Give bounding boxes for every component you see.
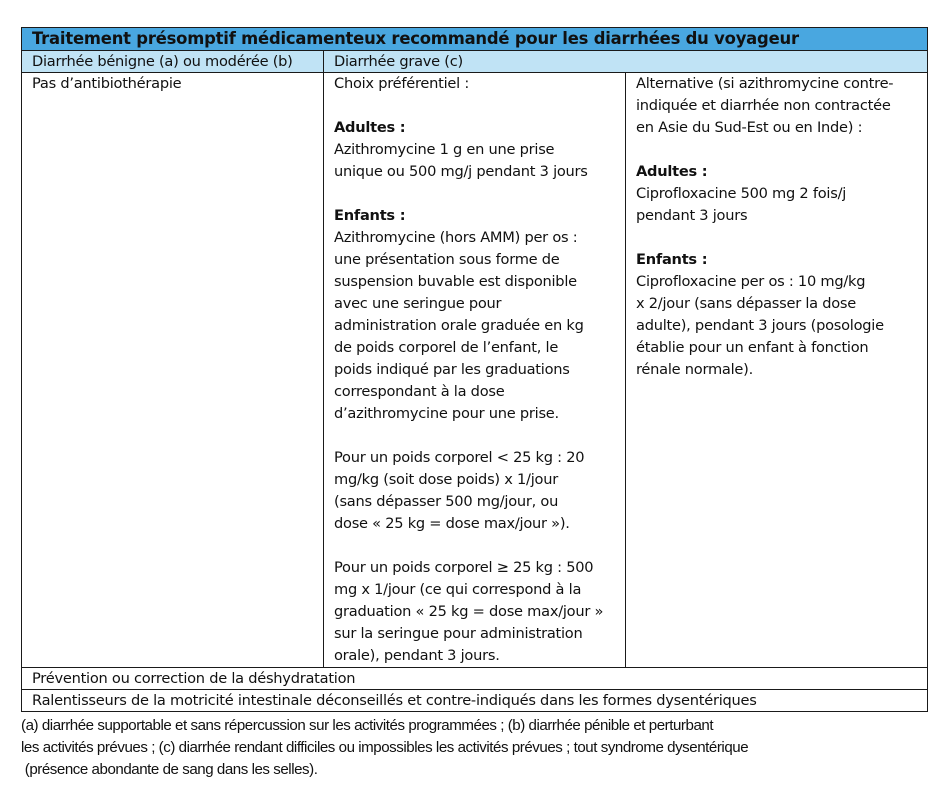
- alternative-intro-line: en Asie du Sud-Est ou en Inde) :: [636, 119, 863, 136]
- over-25kg-line: orale), pendant 3 jours.: [334, 647, 500, 664]
- rehydration-row: [22, 668, 928, 690]
- over-25kg-line: graduation « 25 kg = dose max/jour »: [334, 603, 604, 620]
- children-line: une présentation sous forme de: [334, 251, 560, 268]
- alt-children-label: Enfants :: [636, 251, 708, 268]
- no-antibiotics-text: Pas d’antibiothérapie: [32, 75, 182, 92]
- footnote-line: (présence abondante de sang dans les selles).: [21, 761, 318, 778]
- rehydration-text: Prévention ou correction de la déshydratation: [22, 668, 928, 690]
- footnote-line: les activités prévues ; (c) diarrhée rendant difficiles ou impossibles les activités prévues ; tout syndrome dysentérique: [21, 739, 749, 756]
- over-25kg-line: mg x 1/jour (ce qui correspond à la: [334, 581, 582, 598]
- header-benign-moderate: Diarrhée bénigne (a) ou modérée (b): [22, 51, 324, 73]
- adults-label: Adultes :: [334, 119, 406, 136]
- under-25kg-line: mg/kg (soit dose poids) x 1/jour: [334, 471, 558, 488]
- children-line: poids indiqué par les graduations: [334, 361, 570, 378]
- children-line: suspension buvable est disponible: [334, 273, 577, 290]
- header-row: [22, 51, 928, 73]
- alternative-intro-line: indiquée et diarrhée non contractée: [636, 97, 891, 114]
- title-row: [22, 28, 928, 51]
- alt-adults-label: Adultes :: [636, 163, 708, 180]
- alt-adults-line: Ciprofloxacine 500 mg 2 fois/j: [636, 185, 847, 202]
- preferred-intro: Choix préférentiel :: [334, 75, 470, 92]
- alternative-intro-line: Alternative (si azithromycine contre-: [636, 75, 894, 92]
- under-25kg-line: Pour un poids corporel < 25 kg : 20: [334, 449, 585, 466]
- header-severe: Diarrhée grave (c): [324, 51, 928, 73]
- treatment-table: [21, 27, 928, 712]
- children-line: Azithromycine (hors AMM) per os :: [334, 229, 578, 246]
- under-25kg-line: (sans dépasser 500 mg/jour, ou: [334, 493, 559, 510]
- children-line: administration orale graduée en kg: [334, 317, 584, 334]
- footnotes: [21, 715, 933, 781]
- motility-row: [22, 690, 928, 712]
- adults-line: unique ou 500 mg/j pendant 3 jours: [334, 163, 588, 180]
- alt-children-line: x 2/jour (sans dépasser la dose: [636, 295, 857, 312]
- over-25kg-line: sur la seringue pour administration: [334, 625, 583, 642]
- footnote-line: (a) diarrhée supportable et sans répercussion sur les activités programmées ; (b) diarrhée pénible et perturbant: [21, 717, 714, 734]
- children-label: Enfants :: [334, 207, 406, 224]
- children-line: avec une seringue pour: [334, 295, 502, 312]
- alt-children-line: rénale normale).: [636, 361, 753, 378]
- table-title: Traitement présomptif médicamenteux recommandé pour les diarrhées du voyageur: [22, 28, 928, 51]
- cell-no-antibiotics: [22, 73, 324, 668]
- cell-alternative: [626, 73, 928, 668]
- over-25kg-line: Pour un poids corporel ≥ 25 kg : 500: [334, 559, 594, 576]
- alt-adults-line: pendant 3 jours: [636, 207, 748, 224]
- cell-preferred-choice: [324, 73, 626, 668]
- body-row: [22, 73, 928, 668]
- children-line: d’azithromycine pour une prise.: [334, 405, 559, 422]
- children-line: de poids corporel de l’enfant, le: [334, 339, 559, 356]
- alt-children-line: adulte), pendant 3 jours (posologie: [636, 317, 884, 334]
- under-25kg-line: dose « 25 kg = dose max/jour »).: [334, 515, 570, 532]
- alt-children-line: Ciprofloxacine per os : 10 mg/kg: [636, 273, 866, 290]
- alt-children-line: établie pour un enfant à fonction: [636, 339, 869, 356]
- children-line: correspondant à la dose: [334, 383, 505, 400]
- motility-text: Ralentisseurs de la motricité intestinale déconseillés et contre-indiqués dans les formes dysentériques: [22, 690, 928, 712]
- adults-line: Azithromycine 1 g en une prise: [334, 141, 555, 158]
